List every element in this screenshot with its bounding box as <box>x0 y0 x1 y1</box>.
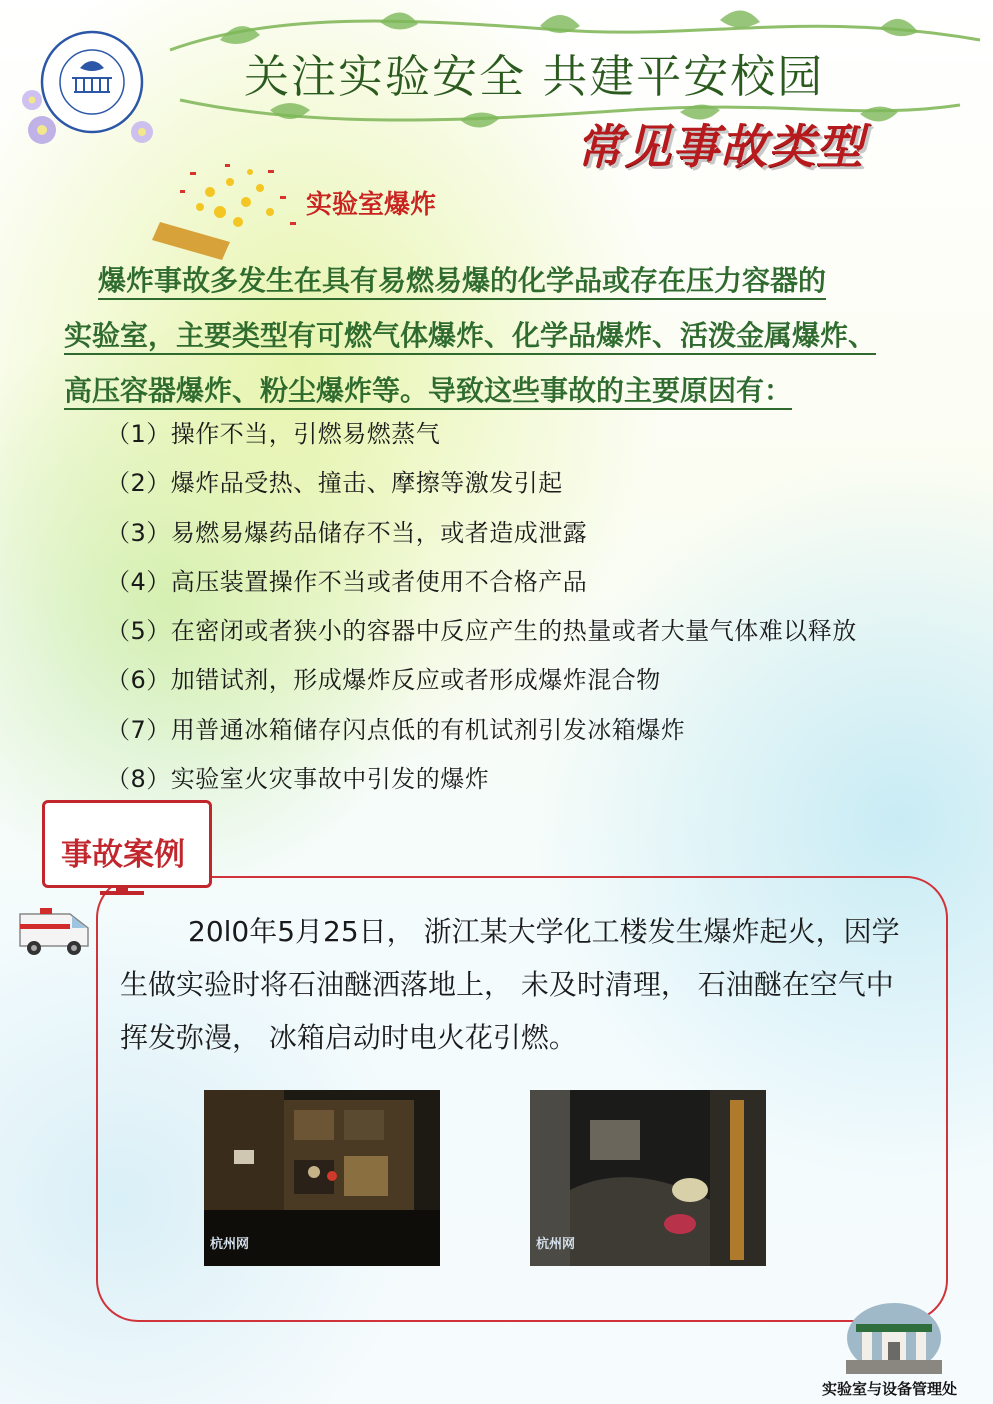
list-item: （7）用普通冰箱储存闪点低的有机试剂引发冰箱爆炸 <box>106 715 686 744</box>
list-item: （6）加错试剂，形成爆炸反应或者形成爆炸混合物 <box>106 666 661 695</box>
causes-list <box>106 410 857 804</box>
footer-department: 实验室与设备管理处 <box>822 1380 958 1398</box>
list-item: （2）爆炸品受热、撞击、摩擦等激发引起 <box>106 469 563 498</box>
university-logo <box>22 20 154 152</box>
case-text-line: 20l0年5月25日， 浙江某大学化工楼发生爆炸起火，因学 <box>188 915 900 948</box>
list-item: （8）实验室火灾事故中引发的爆炸 <box>106 765 490 794</box>
page-title: 关注实验安全 共建平安校园 <box>244 50 825 103</box>
photo-watermark: 杭州网 <box>210 1237 250 1252</box>
confetti-icon <box>150 152 310 262</box>
subtitle-lab-explosion: 实验室爆炸 <box>306 190 437 220</box>
intro-line <box>64 308 944 363</box>
case-description <box>120 905 932 1064</box>
campus-gate-image <box>846 1302 942 1374</box>
list-item: （1）操作不当，引燃易燃蒸气 <box>106 420 441 448</box>
list-item: （3）易燃易爆药品储存不当，或者造成泄露 <box>106 518 588 547</box>
list-item: （4）高压装置操作不当或者使用不合格产品 <box>106 567 588 596</box>
intro-text: 实验室，主要类型有可燃气体爆炸、化学品爆炸、活泼金属爆炸、 <box>64 319 876 355</box>
list-item: （5）在密闭或者狭小的容器中反应产生的热量或者大量气体难以释放 <box>106 617 857 646</box>
intro-text: 高压容器爆炸、粉尘爆炸等。导致这些事故的主要原因有： <box>64 374 792 410</box>
case-monitor-badge <box>42 800 210 886</box>
section-title: 常见事故类型 <box>576 120 864 175</box>
case-text-line: 生做实验时将石油醚洒落地上， 未及时清理， 石油醚在空气中 <box>120 968 894 1001</box>
photo-watermark: 杭州网 <box>536 1237 576 1252</box>
monitor-screen <box>42 800 212 888</box>
intro-paragraph <box>64 253 944 418</box>
intro-line <box>64 253 944 308</box>
case-label: 事故案例 <box>61 837 185 873</box>
accident-photo-interior <box>530 1090 766 1266</box>
case-text-line: 挥发弥漫， 冰箱启动时电火花引燃。 <box>120 1021 577 1054</box>
ambulance-icon <box>14 890 104 960</box>
accident-photo-building <box>204 1090 440 1266</box>
intro-text: 爆炸事故多发生在具有易燃易爆的化学品或存在压力容器的 <box>98 264 826 300</box>
